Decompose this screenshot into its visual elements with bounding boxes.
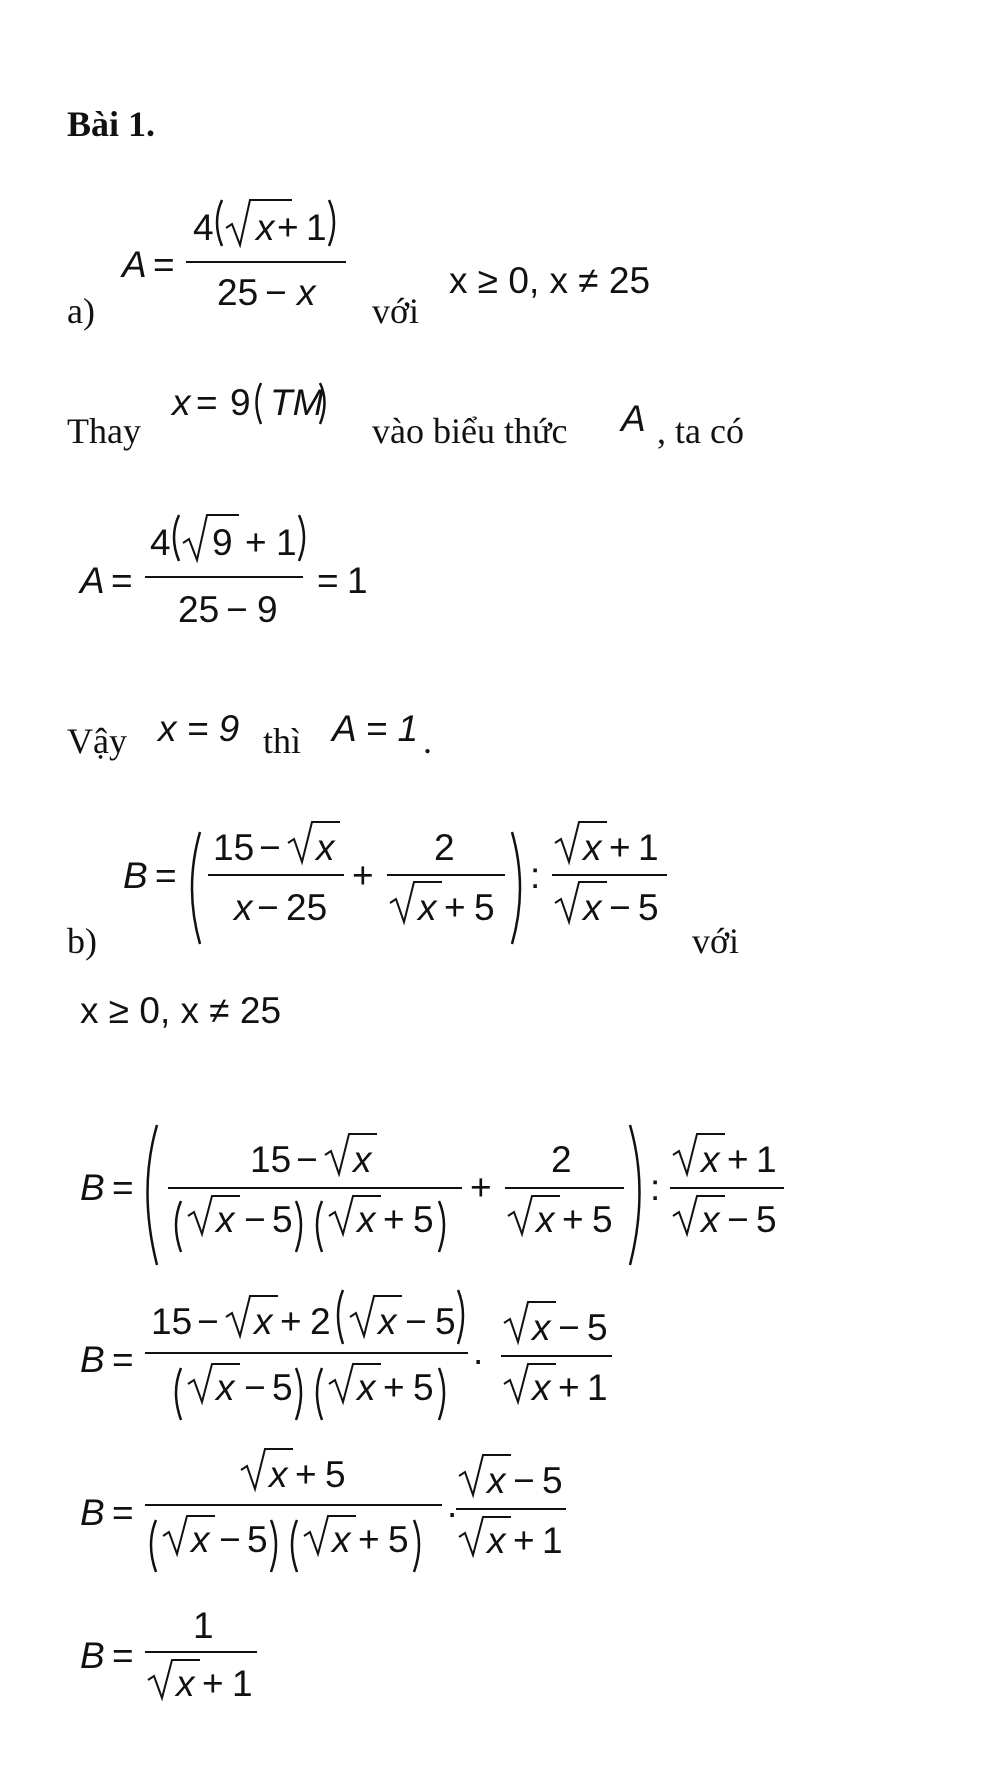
svg-text:−: − xyxy=(265,272,287,313)
svg-text:2: 2 xyxy=(551,1139,572,1180)
svg-text:9: 9 xyxy=(257,589,278,630)
svg-text:−: − xyxy=(197,1301,219,1342)
svg-text:+: + xyxy=(277,207,299,248)
vay-label: Vậy xyxy=(67,721,127,761)
svg-text:+: + xyxy=(383,1199,405,1240)
svg-text:1: 1 xyxy=(306,207,327,248)
svg-text:5: 5 xyxy=(247,1519,268,1560)
svg-text:1: 1 xyxy=(347,560,368,601)
svg-text:x: x xyxy=(216,1367,235,1408)
svg-text:−: − xyxy=(513,1460,535,1501)
svg-text:=: = xyxy=(153,244,175,285)
svg-text:B: B xyxy=(80,1492,105,1533)
svg-text:1: 1 xyxy=(193,1605,214,1646)
svg-text:+: + xyxy=(562,1199,584,1240)
part-a-voi: với xyxy=(372,291,420,331)
svg-text:x: x xyxy=(172,382,191,423)
svg-text:+: + xyxy=(383,1367,405,1408)
svg-text:15: 15 xyxy=(250,1139,292,1180)
A-eq-1: A = 1 xyxy=(332,708,419,749)
svg-text:=: = xyxy=(111,560,133,601)
thi-label: thì xyxy=(263,721,302,761)
svg-text:+: + xyxy=(295,1454,317,1495)
svg-text:−: − xyxy=(244,1199,266,1240)
svg-text:·: · xyxy=(446,1492,459,1533)
problem-title: Bài 1. xyxy=(67,104,156,144)
svg-text:B: B xyxy=(80,1339,105,1380)
part-b-label: b) xyxy=(67,921,97,961)
svg-text:x: x xyxy=(532,1307,551,1348)
svg-text:5: 5 xyxy=(272,1367,293,1408)
svg-text:x: x xyxy=(357,1199,376,1240)
svg-text:x: x xyxy=(701,1139,720,1180)
svg-text:−: − xyxy=(226,589,248,630)
svg-text:B: B xyxy=(80,1167,105,1208)
svg-text:5: 5 xyxy=(474,887,495,928)
thay-label: Thay xyxy=(67,411,141,451)
condition-text: x ≥ 0, x ≠ 25 xyxy=(449,260,651,301)
svg-text:=: = xyxy=(112,1167,134,1208)
svg-text:+: + xyxy=(245,522,267,563)
part-a-label: a) xyxy=(67,291,95,331)
svg-text:x: x xyxy=(234,887,253,928)
svg-text:x: x xyxy=(536,1199,555,1240)
svg-text:+: + xyxy=(609,827,631,868)
svg-text:+: + xyxy=(727,1139,749,1180)
svg-text:−: − xyxy=(405,1301,427,1342)
svg-text:+: + xyxy=(558,1367,580,1408)
svg-text:A: A xyxy=(80,560,105,601)
svg-text:−: − xyxy=(558,1307,580,1348)
svg-text:1: 1 xyxy=(276,522,297,563)
svg-text:5: 5 xyxy=(272,1199,293,1240)
svg-text:4: 4 xyxy=(150,522,171,563)
svg-text:x: x xyxy=(269,1454,288,1495)
svg-text:B: B xyxy=(123,855,148,896)
svg-text:2: 2 xyxy=(310,1301,331,1342)
svg-text:4: 4 xyxy=(193,207,214,248)
svg-text:x: x xyxy=(583,827,602,868)
period: . xyxy=(423,721,432,761)
svg-text:−: − xyxy=(609,887,631,928)
svg-text:x: x xyxy=(297,272,316,313)
svg-text:−: − xyxy=(244,1367,266,1408)
svg-text:5: 5 xyxy=(638,887,659,928)
svg-text:x: x xyxy=(332,1519,351,1560)
svg-text:+: + xyxy=(470,1167,492,1208)
svg-text:x: x xyxy=(191,1519,210,1560)
svg-text:5: 5 xyxy=(325,1454,346,1495)
svg-text:9: 9 xyxy=(230,382,251,423)
svg-text:25: 25 xyxy=(286,887,328,928)
svg-text:+: + xyxy=(513,1520,535,1561)
svg-text:25: 25 xyxy=(217,272,259,313)
svg-text:=: = xyxy=(317,560,339,601)
svg-text:5: 5 xyxy=(756,1199,777,1240)
svg-text:1: 1 xyxy=(587,1367,608,1408)
vao-bieu-thuc-label: vào biểu thức xyxy=(372,411,568,451)
svg-text:x: x xyxy=(378,1301,397,1342)
svg-text::: : xyxy=(650,1167,661,1208)
svg-text:x: x xyxy=(216,1199,235,1240)
svg-text::: : xyxy=(530,855,541,896)
svg-text:x: x xyxy=(256,207,275,248)
svg-text:5: 5 xyxy=(413,1199,434,1240)
svg-text:=: = xyxy=(112,1635,134,1676)
svg-text:1: 1 xyxy=(756,1139,777,1180)
svg-text:1: 1 xyxy=(232,1663,253,1704)
svg-text:+: + xyxy=(202,1663,224,1704)
svg-text:−: − xyxy=(296,1139,318,1180)
svg-text:TM: TM xyxy=(270,382,324,423)
svg-text:B: B xyxy=(80,1635,105,1676)
svg-text:+: + xyxy=(444,887,466,928)
svg-text:9: 9 xyxy=(212,522,233,563)
svg-text:=: = xyxy=(112,1492,134,1533)
svg-text:x: x xyxy=(418,887,437,928)
svg-text:2: 2 xyxy=(434,827,455,868)
svg-text:−: − xyxy=(219,1519,241,1560)
part-b-voi: với xyxy=(692,921,740,961)
part-b-condition: x ≥ 0, x ≠ 25 xyxy=(80,990,282,1031)
svg-text:5: 5 xyxy=(435,1301,456,1342)
svg-text:x: x xyxy=(254,1301,273,1342)
svg-text:5: 5 xyxy=(542,1460,563,1501)
svg-text:·: · xyxy=(472,1339,485,1380)
svg-text:x: x xyxy=(583,887,602,928)
svg-text:x: x xyxy=(316,827,335,868)
svg-text:−: − xyxy=(259,827,281,868)
svg-text:+: + xyxy=(352,855,374,896)
svg-text:x: x xyxy=(532,1367,551,1408)
svg-text:x: x xyxy=(701,1199,720,1240)
ta-co-label: , ta có xyxy=(657,411,744,451)
svg-text:x: x xyxy=(487,1460,506,1501)
svg-text:5: 5 xyxy=(413,1367,434,1408)
svg-text:+: + xyxy=(280,1301,302,1342)
A-symbol: A xyxy=(621,398,646,439)
svg-text:−: − xyxy=(257,887,279,928)
svg-text:15: 15 xyxy=(213,827,255,868)
svg-text:x: x xyxy=(176,1663,195,1704)
svg-text:−: − xyxy=(727,1199,749,1240)
svg-text:1: 1 xyxy=(542,1520,563,1561)
svg-text:5: 5 xyxy=(388,1519,409,1560)
svg-text:=: = xyxy=(196,382,218,423)
svg-text:+: + xyxy=(358,1519,380,1560)
svg-text:x: x xyxy=(357,1367,376,1408)
svg-text:5: 5 xyxy=(592,1199,613,1240)
svg-text:5: 5 xyxy=(587,1307,608,1348)
svg-text:=: = xyxy=(112,1339,134,1380)
svg-text:x: x xyxy=(353,1139,372,1180)
svg-text:x: x xyxy=(487,1520,506,1561)
svg-text:A: A xyxy=(122,244,147,285)
x-eq-9: x = 9 xyxy=(158,708,240,749)
svg-text:=: = xyxy=(155,855,177,896)
svg-text:15: 15 xyxy=(151,1301,193,1342)
svg-text:25: 25 xyxy=(178,589,220,630)
svg-text:1: 1 xyxy=(638,827,659,868)
